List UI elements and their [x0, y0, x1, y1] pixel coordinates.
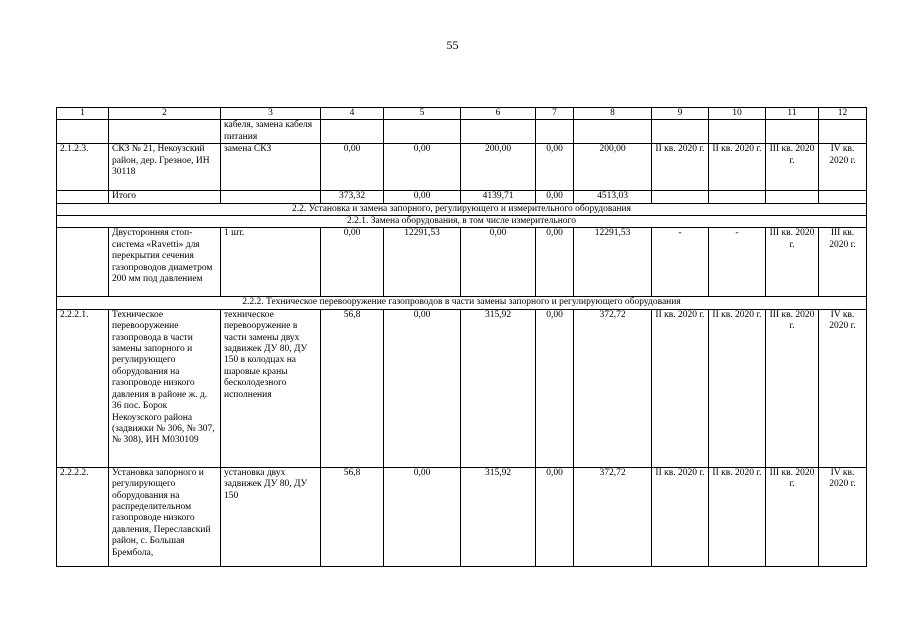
cell-value: 373,32 [321, 191, 384, 203]
cell-value: 315,92 [461, 467, 536, 566]
column-header: 8 [574, 108, 652, 120]
cell-value [574, 120, 652, 144]
column-header: 5 [384, 108, 461, 120]
column-header: 11 [766, 108, 819, 120]
section-title: 2.2.2. Техническое перевооружение газопроводов в части замены запорного и регулирующего оборудования [57, 297, 867, 309]
cell-value: 0,00 [461, 228, 536, 297]
column-number-row [57, 108, 867, 120]
cell-value: 56,8 [321, 309, 384, 467]
cell-value: II кв. 2020 г. [709, 467, 766, 566]
cell-value: II кв. 2020 г. [709, 309, 766, 467]
column-header: 3 [221, 108, 321, 120]
cell-value: 4513,03 [574, 191, 652, 203]
cell-value: 0,00 [321, 228, 384, 297]
cell-value: 0,00 [384, 309, 461, 467]
table-row [57, 120, 867, 144]
cell-value: 0,00 [384, 467, 461, 566]
column-header: 9 [652, 108, 709, 120]
column-header: 4 [321, 108, 384, 120]
cell-value [819, 120, 867, 144]
cell-value: 372,72 [574, 467, 652, 566]
cell-value: 200,00 [461, 144, 536, 191]
object-name [109, 120, 221, 144]
section-row [57, 203, 867, 215]
object-name: Установка запорного и регулирующего оборудования на распределительном газопроводе низкого давления, Переславский район, с. Большая Брембола, [109, 467, 221, 566]
cell-value: 372,72 [574, 309, 652, 467]
column-header: 6 [461, 108, 536, 120]
column-header: 12 [819, 108, 867, 120]
cell-value [652, 120, 709, 144]
object-name: СКЗ № 21, Некоузский район, дер. Грезное, ИН 30118 [109, 144, 221, 191]
page-number: 55 [446, 38, 459, 52]
cell-value [221, 191, 321, 203]
section-title: 2.2. Установка и замена запорного, регулирующего и измерительного оборудования [57, 203, 867, 215]
cell-value: III кв. 2020 г. [766, 309, 819, 467]
cell-value: 0,00 [536, 228, 574, 297]
column-header: 10 [709, 108, 766, 120]
cell-value: 0,00 [536, 144, 574, 191]
row-number [57, 120, 109, 144]
work-description: замена СКЗ [221, 144, 321, 191]
cell-value: - [652, 228, 709, 297]
cell-value [321, 120, 384, 144]
object-name: Техническое перевооружение газопровода в части замены запорного и регулирующего оборудования на газопроводе низкого давления в районе ж. д. 36 пос. Борок Некоузского района (задвижки № 306, № 307, № 308), ИН М030109 [109, 309, 221, 467]
cell-value [709, 191, 766, 203]
row-number [57, 228, 109, 297]
cell-value: 0,00 [384, 191, 461, 203]
cell-value: IV кв. 2020 г. [819, 467, 867, 566]
column-header: 2 [109, 108, 221, 120]
cell-value [709, 120, 766, 144]
cell-value: 0,00 [384, 144, 461, 191]
section-row [57, 216, 867, 228]
cell-value: III кв. 2020 г. [766, 144, 819, 191]
row-number [57, 191, 109, 203]
cell-value [766, 120, 819, 144]
column-header: 7 [536, 108, 574, 120]
work-description: техническое перевооружение в части замены двух задвижек ДУ 80, ДУ 150 в колодцах на шаровые краны бесколодезного исполнения [221, 309, 321, 467]
row-number: 2.1.2.3. [57, 144, 109, 191]
cell-value: III кв. 2020 г. [766, 467, 819, 566]
cell-value [384, 120, 461, 144]
cell-value: 12291,53 [384, 228, 461, 297]
cell-value: 0,00 [536, 309, 574, 467]
cell-value [536, 120, 574, 144]
cell-value: II кв. 2020 г. [709, 144, 766, 191]
cell-value: 12291,53 [574, 228, 652, 297]
cell-value: 0,00 [321, 144, 384, 191]
section-row [57, 297, 867, 309]
row-number: 2.2.2.1. [57, 309, 109, 467]
row-number: 2.2.2.2. [57, 467, 109, 566]
work-description: 1 шт. [221, 228, 321, 297]
cell-value: IV кв. 2020 г. [819, 144, 867, 191]
cell-value: II кв. 2020 г. [652, 144, 709, 191]
table-row [57, 467, 867, 566]
total-row [57, 191, 867, 203]
cell-value: III кв. 2020 г. [766, 228, 819, 297]
cell-value: II кв. 2020 г. [652, 309, 709, 467]
table-row [57, 228, 867, 297]
cell-value [652, 191, 709, 203]
work-description: установка двух задвижек ДУ 80, ДУ 150 [221, 467, 321, 566]
cell-value: II кв. 2020 г. [652, 467, 709, 566]
cell-value: 56,8 [321, 467, 384, 566]
cell-value: IV кв. 2020 г. [819, 309, 867, 467]
cell-value: 200,00 [574, 144, 652, 191]
column-header: 1 [57, 108, 109, 120]
object-name: Двусторонняя стоп-система «Ravetti» для перекрытия сечения газопроводов диаметром 200 мм под давлением [109, 228, 221, 297]
cell-value: III кв. 2020 г. [819, 228, 867, 297]
table-row [57, 309, 867, 467]
cell-value: 0,00 [536, 467, 574, 566]
table-row [57, 144, 867, 191]
cell-value [819, 191, 867, 203]
cell-value [766, 191, 819, 203]
work-description: кабеля, замена кабеля питания [221, 120, 321, 144]
cell-value: 4139,71 [461, 191, 536, 203]
total-label: Итого [109, 191, 221, 203]
investment-program-table [56, 107, 867, 567]
cell-value: 0,00 [536, 191, 574, 203]
cell-value [461, 120, 536, 144]
cell-value: - [709, 228, 766, 297]
section-title: 2.2.1. Замена оборудования, в том числе измерительного [57, 216, 867, 228]
cell-value: 315,92 [461, 309, 536, 467]
